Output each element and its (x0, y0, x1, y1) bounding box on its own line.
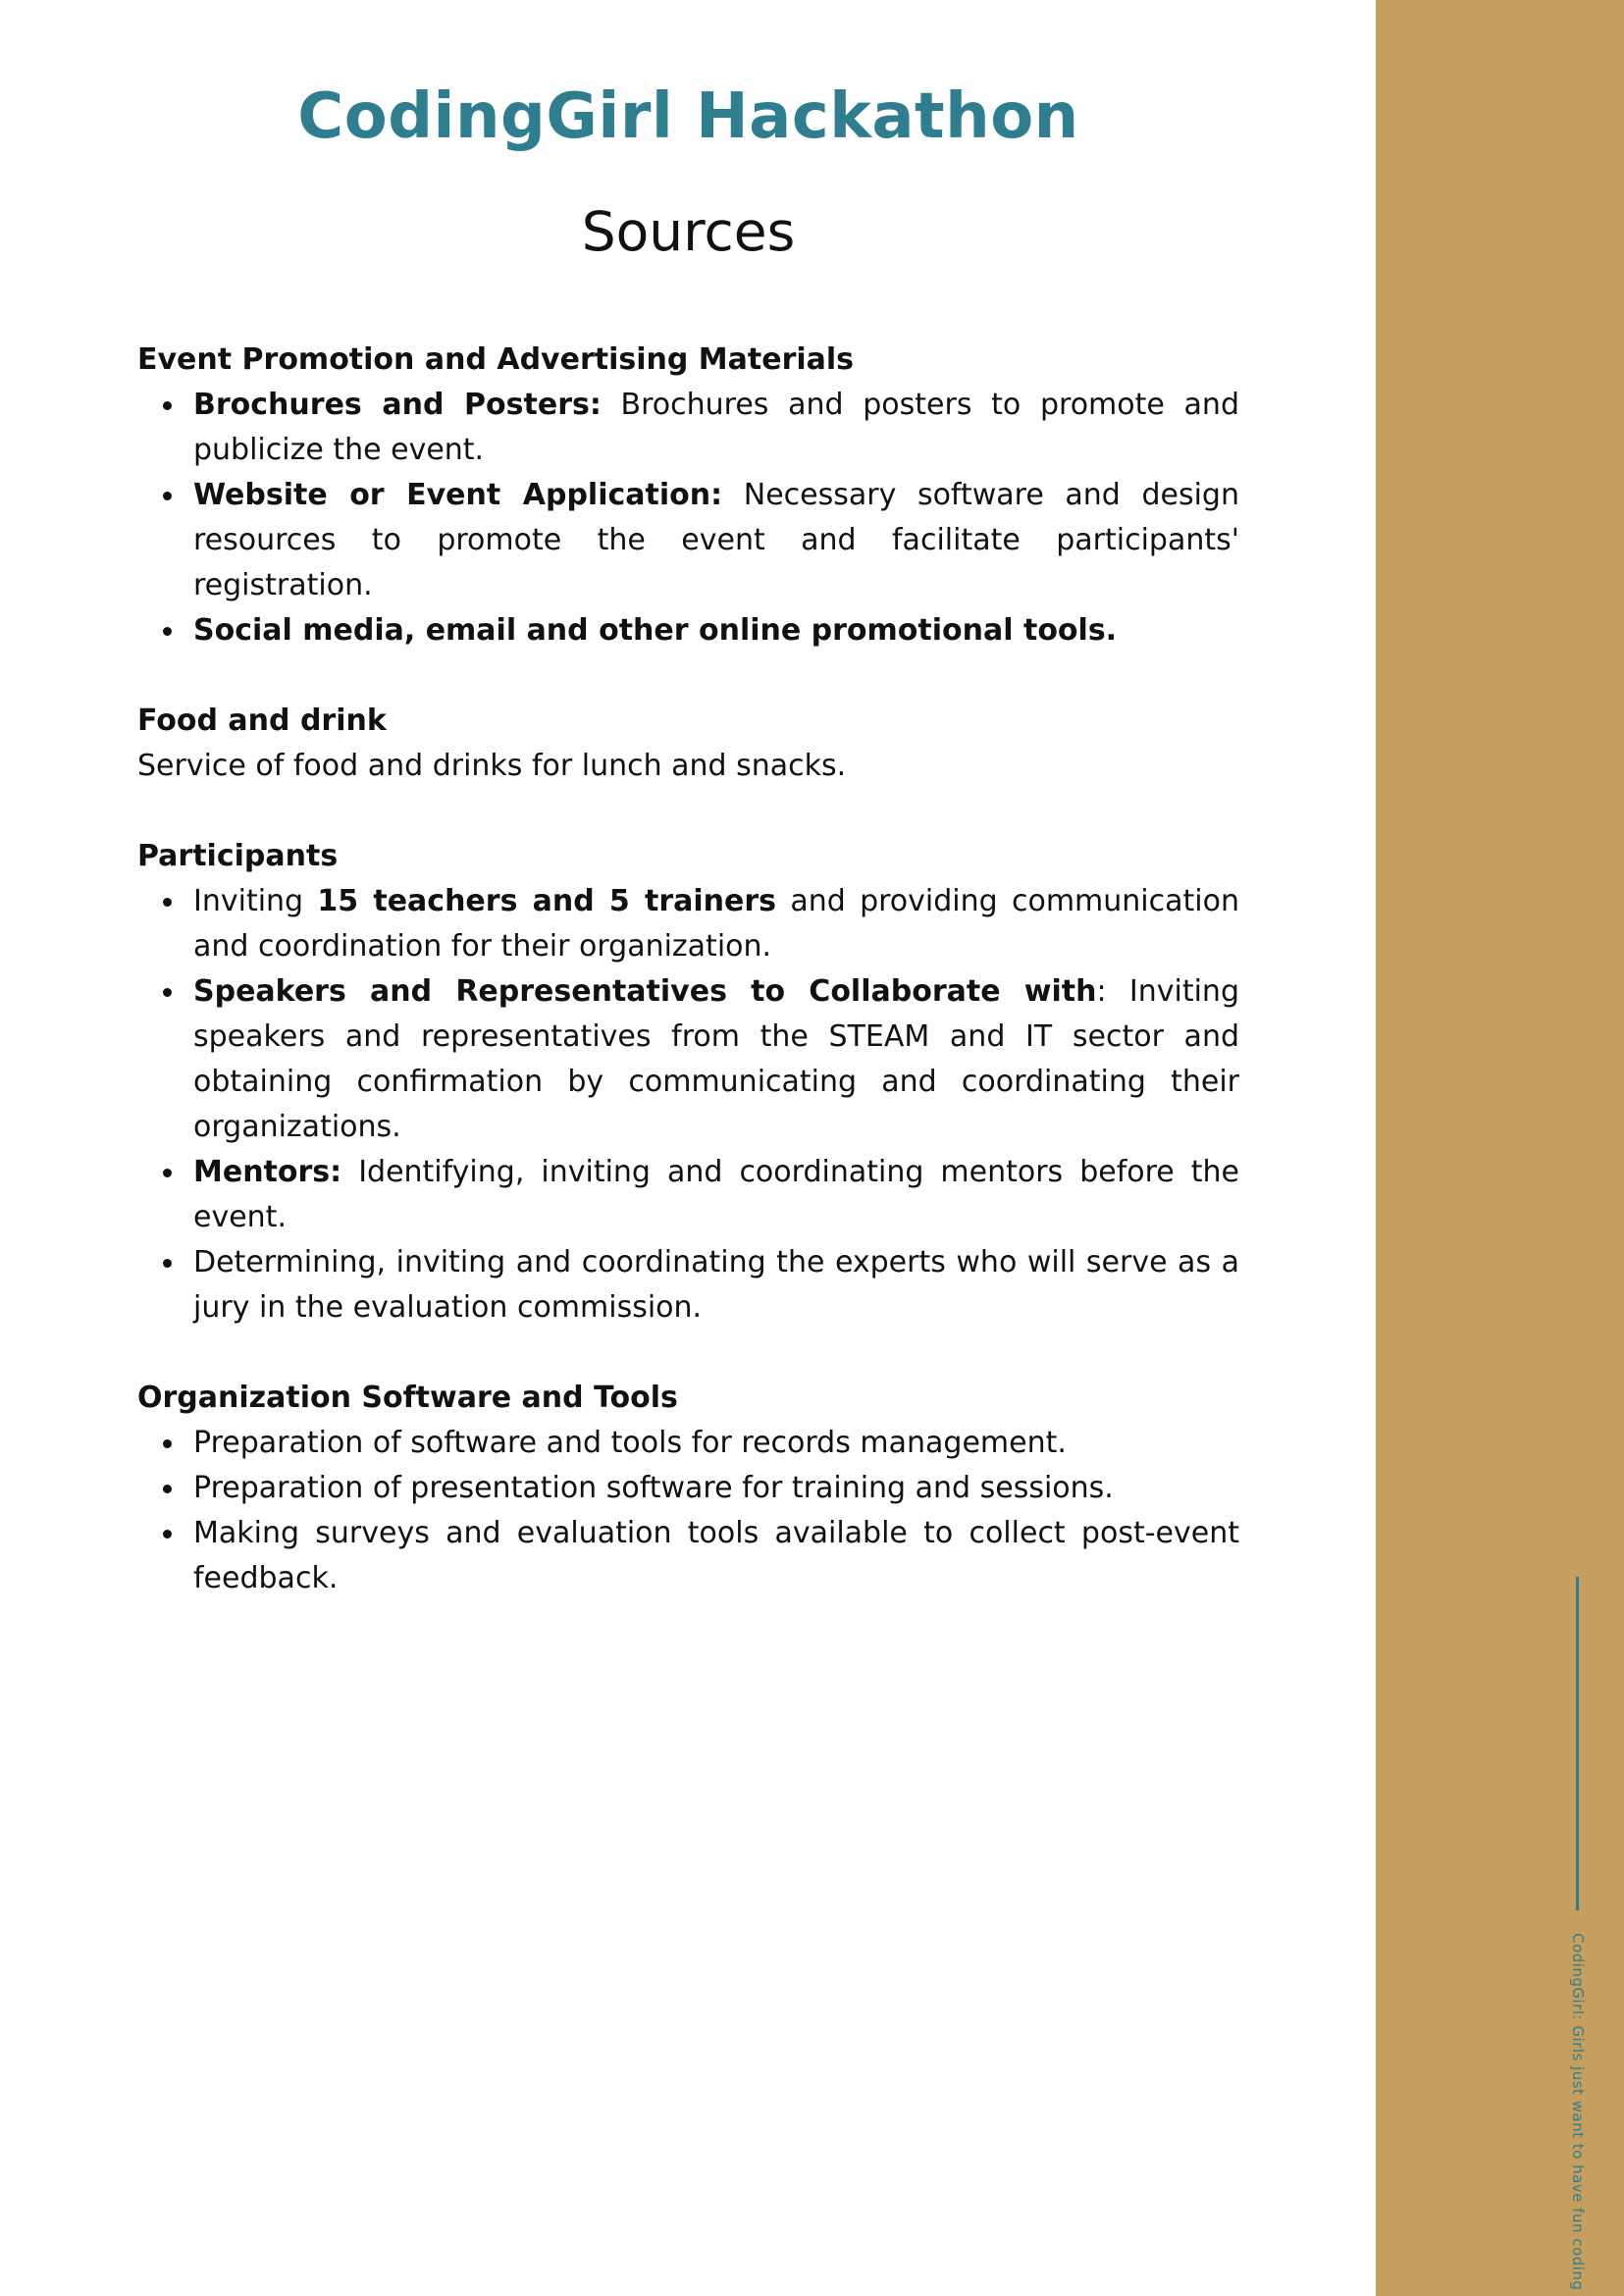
item-bold-label: Brochures and Posters: (193, 388, 602, 422)
item-text: Preparation of software and tools for records management. (193, 1426, 1067, 1460)
item-text: Necessary software and design resources to promote the event and facilitate participants' registration. (193, 478, 1239, 602)
item-bold-label: 15 teachers and 5 trainers (317, 884, 777, 918)
list-item (193, 1421, 1239, 1466)
item-bold-label: Speakers and Representatives to Collaborate with (193, 974, 1097, 1009)
item-text: Making surveys and evaluation tools available to collect post-event feedback. (193, 1516, 1239, 1595)
list-item (193, 879, 1239, 969)
section-text: Service of food and drinks for lunch and snacks. (137, 749, 847, 783)
item-bold-label: Social media, email and other online promotional tools. (193, 613, 1118, 648)
item-text: Brochures and posters to promote and publicize the event. (193, 388, 1239, 467)
bullet-list (137, 383, 1239, 653)
list-item (193, 608, 1239, 653)
list-item (193, 473, 1239, 608)
decorative-sidebar (1376, 0, 1624, 2296)
section-food (137, 699, 1239, 789)
bullet-list (137, 879, 1239, 1331)
bullet-list (137, 1421, 1239, 1601)
sidebar-caption: CodingGirl: Girls just want to have fun coding (1569, 1933, 1587, 2291)
item-bold-label: Mentors: (193, 1155, 342, 1189)
document-subtitle: Sources (581, 200, 796, 263)
section-promotion (137, 338, 1239, 653)
document-title: CodingGirl Hackathon (297, 80, 1079, 153)
section-heading: Event Promotion and Advertising Materials (137, 342, 855, 377)
section-heading: Food and drink (137, 704, 387, 738)
list-item (193, 383, 1239, 473)
list-item (193, 1511, 1239, 1601)
list-item (193, 1466, 1239, 1511)
document-body (137, 338, 1239, 1646)
list-item (193, 1150, 1239, 1240)
item-bold-label: Website or Event Application: (193, 478, 723, 512)
item-text: Determining, inviting and coordinating the experts who will serve as a jury in the evaluation commission. (193, 1245, 1239, 1325)
item-text: and providing communication and coordination for their organization. (193, 884, 1239, 964)
item-text: Identifying, inviting and coordinating mentors before the event. (193, 1155, 1239, 1234)
list-item (193, 1240, 1239, 1331)
item-text: Inviting (193, 884, 318, 918)
section-heading: Organization Software and Tools (137, 1381, 678, 1415)
list-item (193, 969, 1239, 1150)
section-software (137, 1376, 1239, 1601)
item-text: Preparation of presentation software for training and sessions. (193, 1471, 1114, 1505)
item-text: : Inviting speakers and representatives from the STEAM and IT sector and obtaining confirmation by communicating and coordinating their organizations. (193, 974, 1239, 1144)
section-heading: Participants (137, 839, 339, 873)
section-participants (137, 834, 1239, 1331)
sidebar-accent-line (1576, 1577, 1579, 1910)
